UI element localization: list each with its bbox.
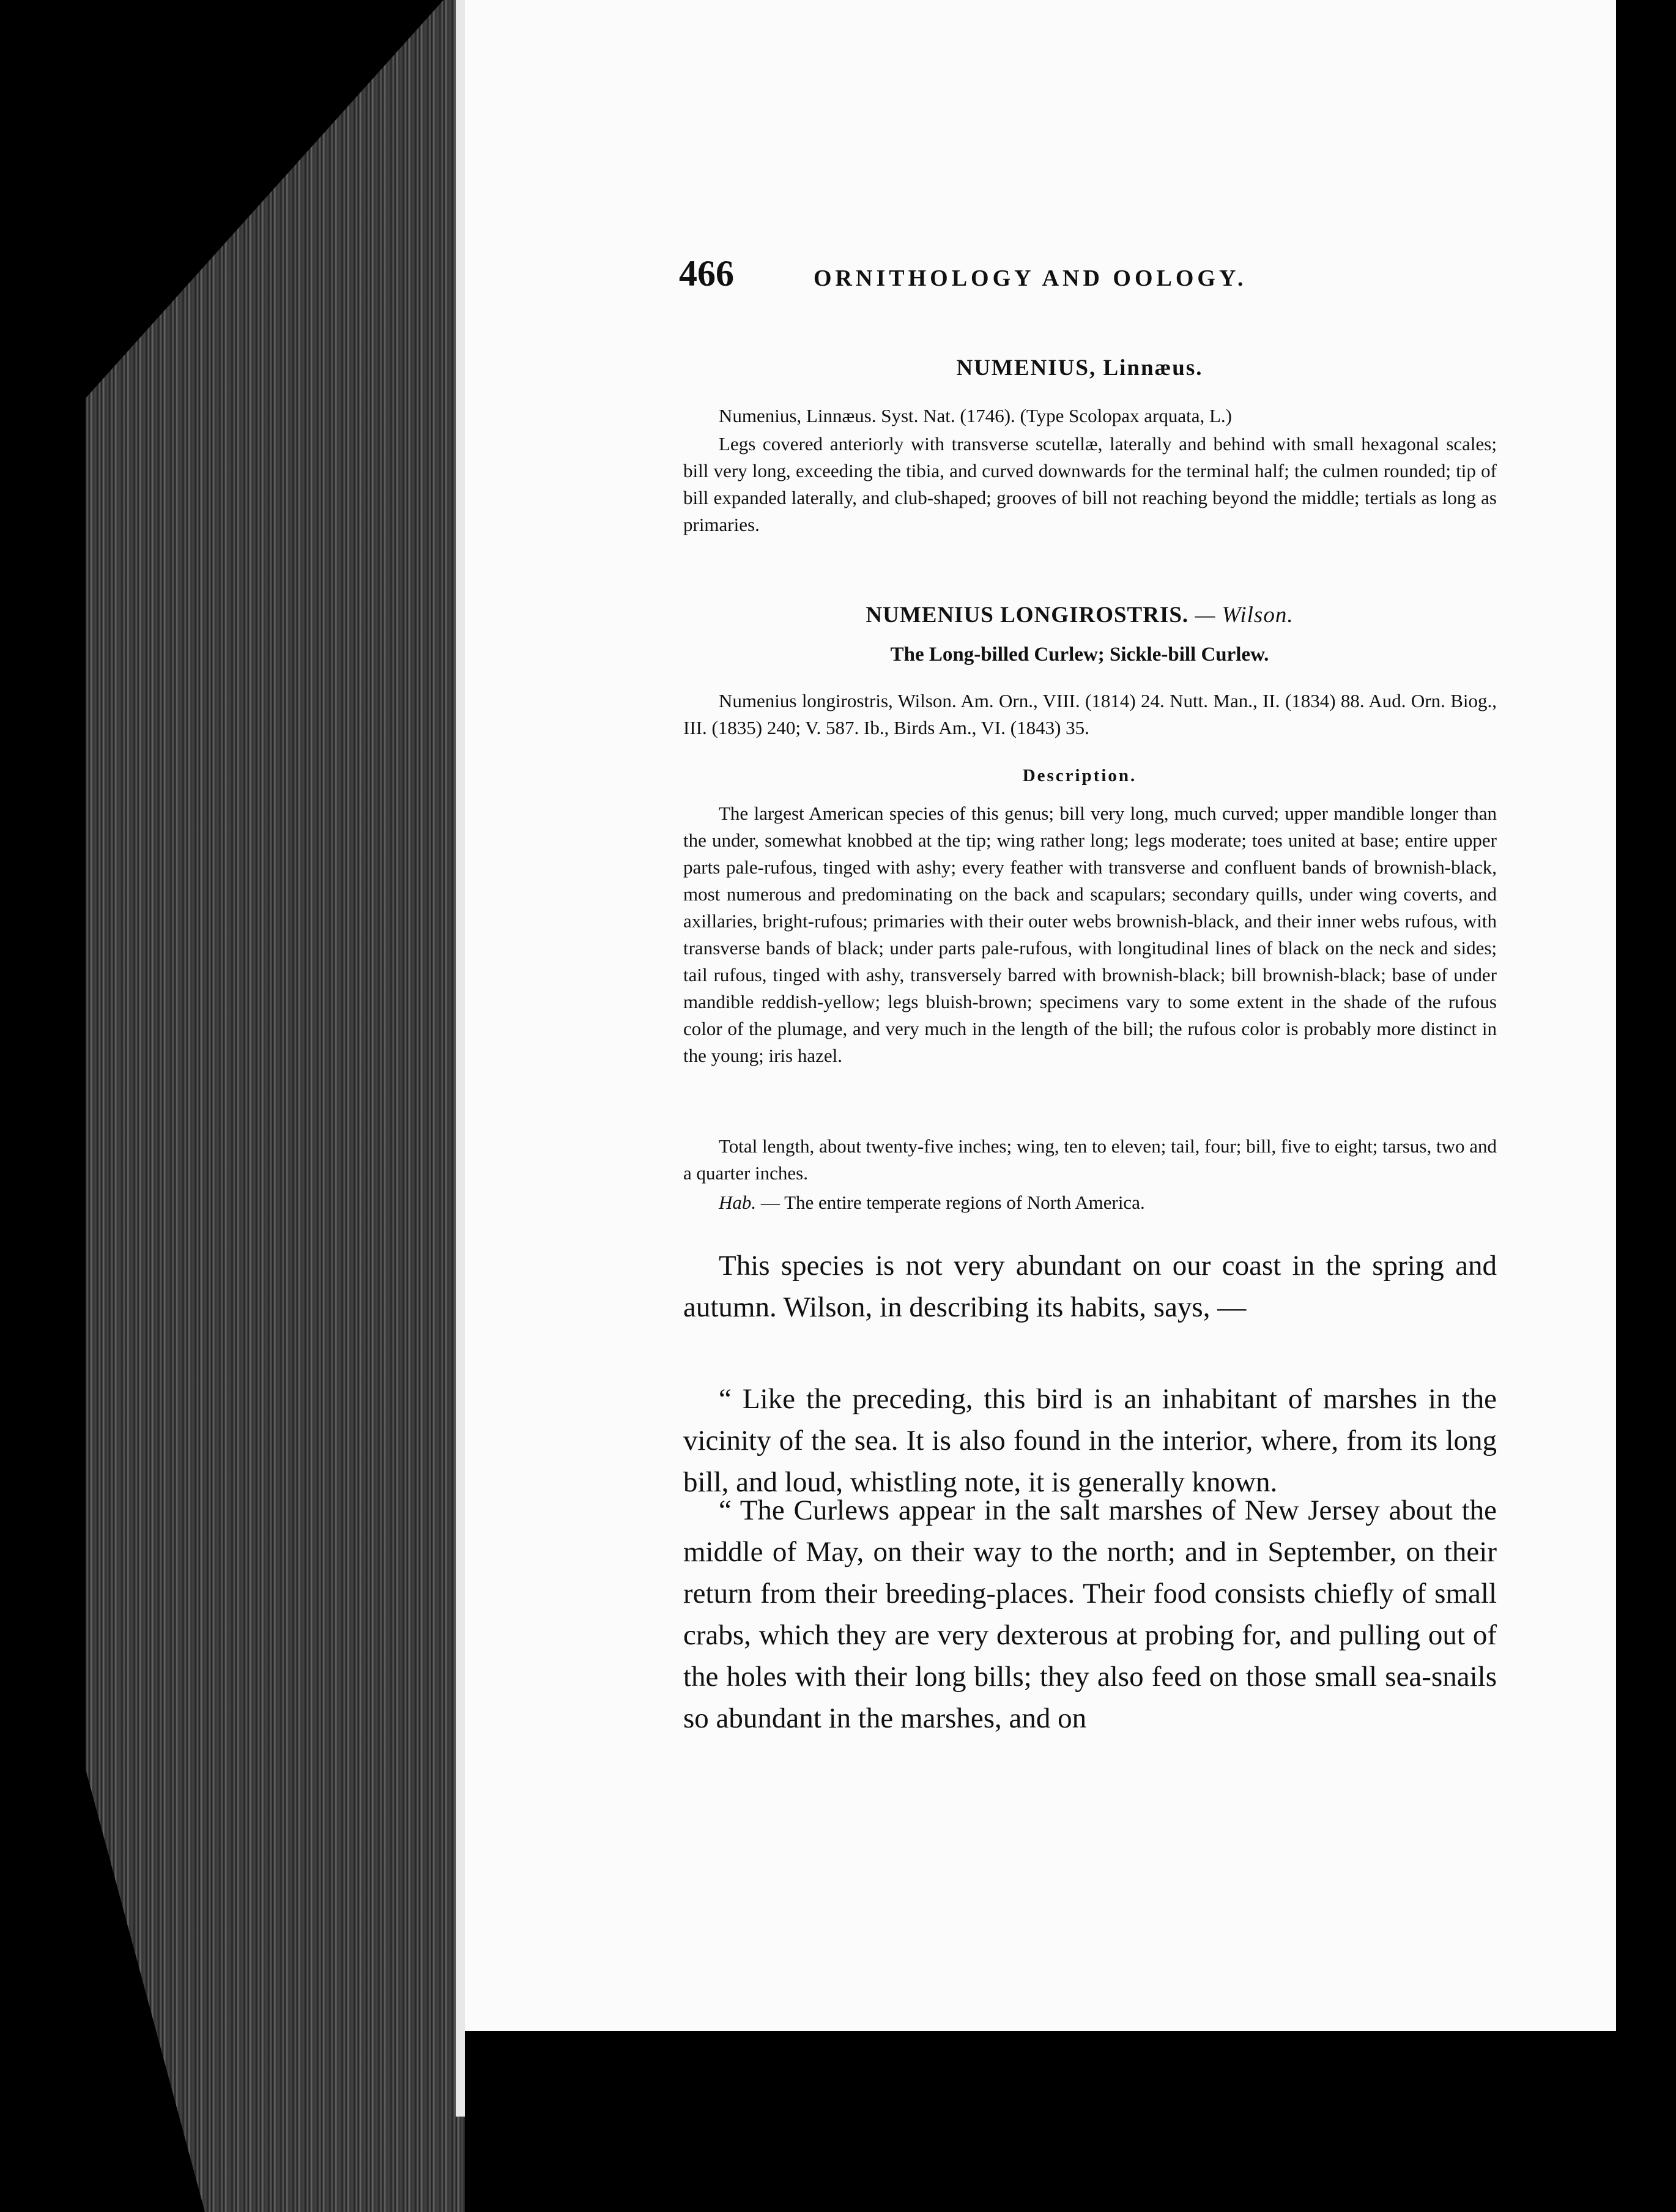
genus-description: Legs covered anteriorly with transverse scutellæ, laterally and behind with small hexagonal scales; bill very long, exceeding the tibia, and curved downwards for the terminal half; the culmen rounded; tip of bill expanded laterally, and club-shaped; grooves of bill not reaching beyond the middle; tertials as long as primaries. (683, 433, 1497, 535)
common-names: The Long-billed Curlew; Sickle-bill Curlew. (890, 644, 1269, 666)
species-author: — Wilson. (1195, 603, 1294, 628)
species-synonymy: Numenius longirostris, Wilson. Am. Orn., VIII. (1814) 24. Nutt. Man., II. (1834) 88. Aud. Orn. Biog., III. (1835) 240; V. 587. Ib., Birds Am., VI. (1843) 35. (683, 690, 1497, 738)
quote-paragraph-1: “ Like the preceding, this bird is an inhabitant of marshes in the vicinity of the sea. It is also found in the interior, where, from its long bill, and loud, whistling note, it is generally known. (683, 1383, 1497, 1498)
scan-border-right (1616, 0, 1676, 2212)
species-name: NUMENIUS LONGIROSTRIS. (866, 603, 1189, 628)
species-heading (673, 602, 1486, 628)
habitat (683, 1189, 1497, 1216)
body-paragraph-1: This species is not very abundant on our coast in the spring and autumn. Wilson, in describing its habits, says, — (683, 1250, 1497, 1323)
genus-synonymy: Numenius, Linnæus. Syst. Nat. (1746). (Type Scolopax arquata, L.) (719, 405, 1232, 426)
habitat-label: Hab. (719, 1192, 757, 1213)
habitat-text: — The entire temperate regions of North America. (760, 1192, 1145, 1213)
page-stack-edge (86, 0, 483, 2212)
species-description: The largest American species of this genus; bill very long, much curved; upper mandible longer than the under, somewhat knobbed at the tip; wing rather long; legs moderate; toes united at base; entire upper parts pale-rufous, tinged with ashy; every feather with transverse and confluent bands of brownish-black, most numerous and predominating on the back and scapulars; secondary quills, under wing coverts, and axillaries, bright-rufous; primaries with their outer webs brownish-black, and their inner webs rufous, with transverse bands of black; under parts pale-rufous, with longitudinal lines of black on the neck and sides; tail rufous, tinged with ashy, transversely barred with brownish-black; bill brownish-black; base of under mandible reddish-yellow; legs bluish-brown; specimens vary to some extent in the shade of the rufous color of the plumage, and very much in the length of the bill; the rufous color is probably more distinct in the young; iris hazel. (683, 803, 1497, 1066)
page-edge-line (456, 0, 465, 2117)
measurements: Total length, about twenty-five inches; wing, ten to eleven; tail, four; bill, five to eight; tarsus, two and a quarter inches. (683, 1135, 1497, 1184)
page-number: 466 (679, 253, 734, 294)
running-title: ORNITHOLOGY AND OOLOGY. (814, 265, 1247, 291)
genus-heading: NUMENIUS, Linnæus. (956, 355, 1203, 380)
scan-border-bottom (465, 2031, 1616, 2212)
description-heading: Description. (1022, 766, 1137, 785)
book-page (465, 0, 1676, 2212)
quote-paragraph-2: “ The Curlews appear in the salt marshes of New Jersey about the middle of May, on their way to the north; and in September, on their return from their breeding-places. Their food consists chiefly of small crabs, which they are very dexterous at probing for, and pulling out of the holes with their long bills; they also feed on those small sea-snails so abundant in the marshes, and on (683, 1494, 1497, 1734)
running-head (679, 253, 1315, 295)
